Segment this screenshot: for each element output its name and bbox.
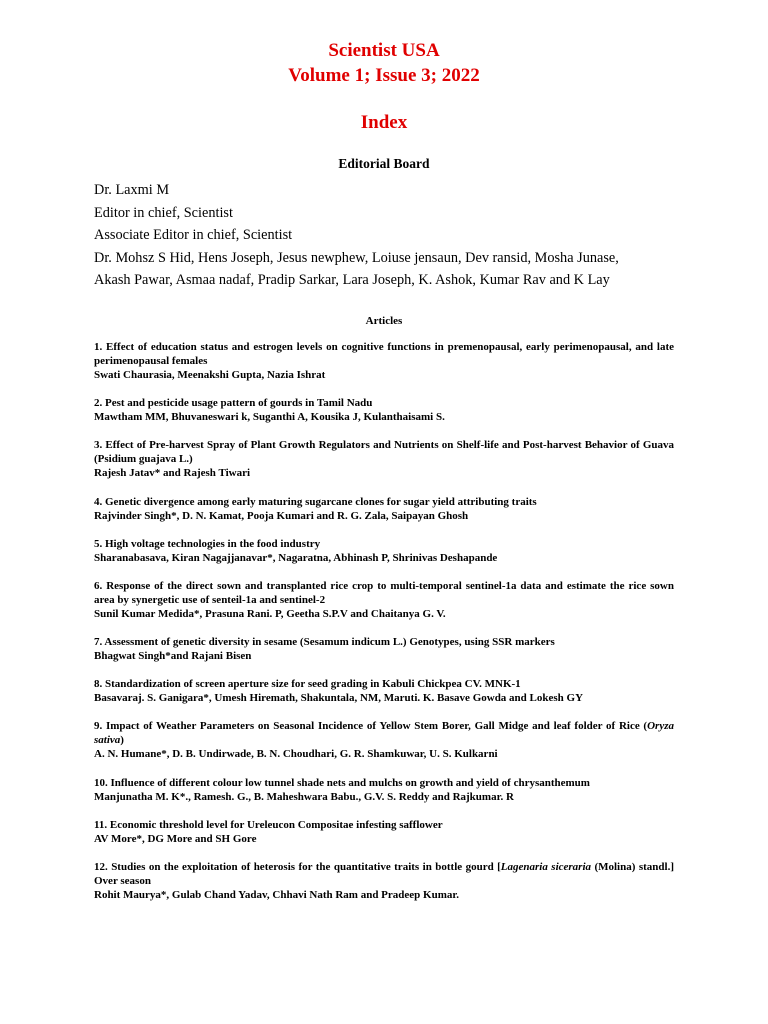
species-name: Oryza sativa <box>94 720 674 747</box>
article-title[interactable] <box>94 719 674 747</box>
article-entry[interactable] <box>94 340 674 382</box>
article-authors: Rajvinder Singh*, D. N. Kamat, Pooja Kumari and R. G. Zala, Saipayan Ghosh <box>94 509 469 522</box>
article-entry[interactable] <box>94 495 674 523</box>
volume-issue-line: Volume 1; Issue 3; 2022 <box>288 65 480 86</box>
article-authors: Swati Chaurasia, Meenakshi Gupta, Nazia Ishrat <box>94 368 326 381</box>
article-authors: A. N. Humane*, D. B. Undirwade, B. N. Choudhari, G. R. Shamkuwar, U. S. Kulkarni <box>94 748 498 761</box>
article-entry[interactable] <box>94 537 674 565</box>
editorial-board-line: Dr. Mohsz S Hid, Hens Joseph, Jesus newphew, Loiuse jensaun, Dev ransid, Mosha Junase, <box>94 249 619 266</box>
index-heading: Index <box>360 112 408 133</box>
editorial-board-line: Dr. Laxmi M <box>94 182 170 198</box>
editorial-board-line: Editor in chief, Scientist <box>94 204 233 221</box>
editorial-board-list <box>94 179 674 292</box>
article-title[interactable]: 2. Pest and pesticide usage pattern of gourds in Tamil Nadu <box>94 397 373 410</box>
article-title[interactable]: 1. Effect of education status and estrogen levels on cognitive functions in premenopausal, early perimenopausal, and late perimenopausal females <box>94 340 674 367</box>
article-authors: Sunil Kumar Medida*, Prasuna Rani. P, Geetha S.P.V and Chaitanya G. V. <box>94 607 446 620</box>
article-authors: Mawtham MM, Bhuvaneswari k, Suganthi A, Kousika J, Kulanthaisami S. <box>94 411 445 424</box>
article-title[interactable]: 6. Response of the direct sown and transplanted rice crop to multi-temporal sentinel-1a data and estimate the rice sown area by synergetic use of senteil-1a and sentinel-2 <box>94 579 674 606</box>
editorial-board-line: Associate Editor in chief, Scientist <box>94 227 293 244</box>
article-authors: Basavaraj. S. Ganigara*, Umesh Hiremath, Shakuntala, NM, Maruti. K. Basave Gowda and Lokesh GY <box>94 692 584 705</box>
article-title[interactable]: 4. Genetic divergence among early maturing sugarcane clones for sugar yield attributing traits <box>94 495 537 508</box>
article-title[interactable]: 5. High voltage technologies in the food industry <box>94 537 321 550</box>
article-entry[interactable] <box>94 719 674 761</box>
journal-header <box>94 38 674 88</box>
article-entry[interactable] <box>94 818 674 846</box>
article-entry[interactable] <box>94 860 674 902</box>
article-title[interactable]: 8. Standardization of screen aperture size for seed grading in Kabuli Chickpea CV. MNK-1 <box>94 678 521 691</box>
articles-heading: Articles <box>365 314 403 327</box>
article-authors: Rohit Maurya*, Gulab Chand Yadav, Chhavi Nath Ram and Pradeep Kumar. <box>94 889 459 902</box>
species-name: Lagenaria siceraria <box>500 861 592 874</box>
article-title[interactable]: 11. Economic threshold level for Ureleucon Compositae infesting safflower <box>94 818 443 831</box>
article-title-text: ) <box>120 734 124 747</box>
article-entry[interactable] <box>94 677 674 705</box>
article-title-text: 12. Studies on the exploitation of heterosis for the quantitative traits in bottle gourd [ <box>94 861 501 874</box>
article-authors: AV More*, DG More and SH Gore <box>94 832 257 845</box>
article-authors: Manjunatha M. K*., Ramesh. G., B. Maheshwara Babu., G.V. S. Reddy and Rajkumar. R <box>94 790 514 803</box>
article-title[interactable] <box>94 860 674 888</box>
article-authors: Bhagwat Singh*and Rajani Bisen <box>94 650 252 663</box>
editorial-board-heading: Editorial Board <box>338 156 430 171</box>
editorial-board-line: Akash Pawar, Asmaa nadaf, Pradip Sarkar, Lara Joseph, K. Ashok, Kumar Rav and K Lay <box>94 272 610 289</box>
article-title[interactable]: 10. Influence of different colour low tunnel shade nets and mulchs on growth and yield of chrysanthemum <box>94 776 590 789</box>
article-entry[interactable] <box>94 776 674 804</box>
article-title[interactable]: 7. Assessment of genetic diversity in sesame (Sesamum indicum L.) Genotypes, using SSR markers <box>94 636 555 649</box>
article-title[interactable]: 3. Effect of Pre-harvest Spray of Plant Growth Regulators and Nutrients on Shelf-life and Post-harvest Behavior of Guava (Psidium guajava L.) <box>94 439 674 466</box>
index-page <box>94 38 674 916</box>
article-entry[interactable] <box>94 438 674 480</box>
article-entry[interactable] <box>94 579 674 621</box>
article-entry[interactable] <box>94 396 674 424</box>
article-title-text: 9. Impact of Weather Parameters on Seasonal Incidence of Yellow Stem Borer, Gall Midge and leaf folder of Rice ( <box>94 720 648 733</box>
article-authors: Rajesh Jatav* and Rajesh Tiwari <box>94 467 251 480</box>
articles-list <box>94 340 674 902</box>
article-title-text: (Molina) standl.] Over season <box>94 861 674 888</box>
article-authors: Sharanabasava, Kiran Nagajjanavar*, Nagaratna, Abhinash P, Shrinivas Deshapande <box>94 551 498 564</box>
article-entry[interactable] <box>94 635 674 663</box>
journal-name: Scientist USA <box>328 40 440 61</box>
